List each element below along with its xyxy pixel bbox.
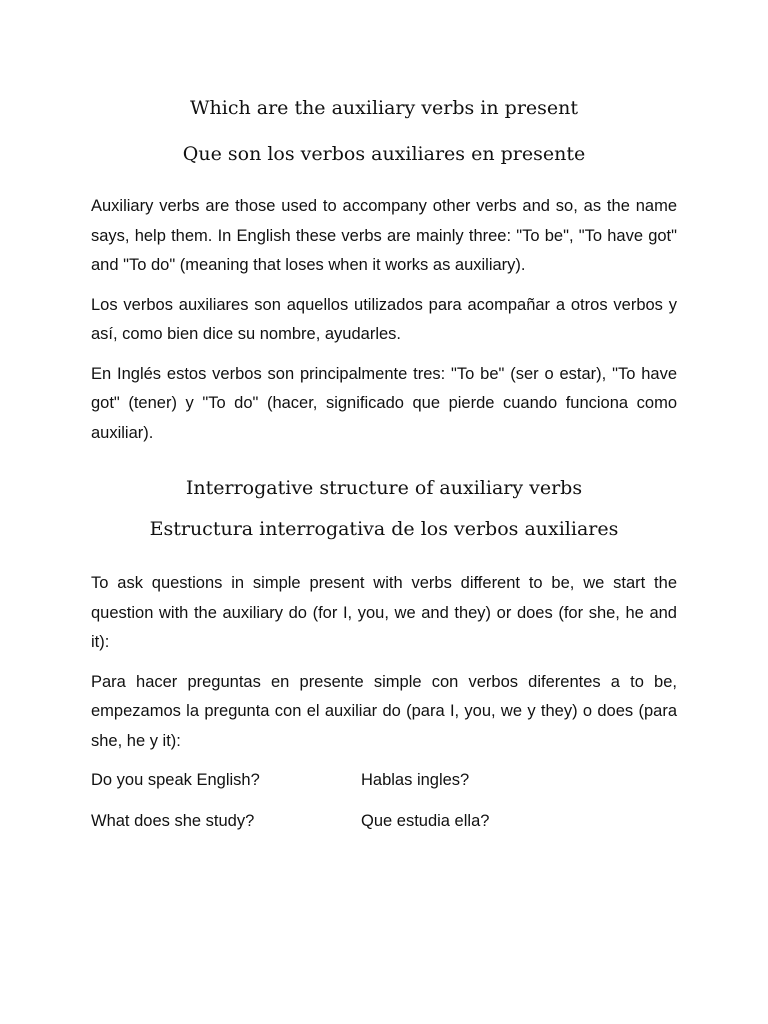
examples-list (91, 766, 677, 836)
section2-title-es: Estructura interrogativa de los verbos auxiliares (149, 518, 619, 540)
document-page (91, 96, 677, 847)
section1-title-es: Que son los verbos auxiliares en presente (182, 143, 586, 165)
section1-title-en: Which are the auxiliary verbs in present (189, 97, 579, 119)
section1-paragraph-en: Auxiliary verbs are those used to accompany other verbs and so, as the name says, help them. In English these verbs are mainly three: "To be", "To have got" and "To do" (meaning that loses when it works as auxiliary). (91, 197, 677, 274)
section2-paragraph-en: To ask questions in simple present with verbs different to be, we start the question with the auxiliary do (for I, you, we and they) or does (for she, he and it): (91, 574, 677, 651)
example-english: Do you speak English? (91, 771, 260, 789)
example-spanish: Que estudia ella? (361, 811, 490, 830)
example-row (91, 766, 677, 796)
section1-paragraph-es: Los verbos auxiliares son aquellos utilizados para acompañar a otros verbos y así, como bien dice su nombre, ayudarles. (91, 295, 677, 343)
section1-paragraph-es-2: En Inglés estos verbos son principalmente tres: "To be" (ser o estar), "To have got" (tener) y "To do" (hacer, significado que pierde cuando funciona como auxiliar). (91, 364, 677, 442)
section2-title-en: Interrogative structure of auxiliary verbs (185, 477, 583, 499)
example-spanish: Hablas ingles? (361, 771, 470, 789)
example-row (91, 807, 677, 837)
example-english: What does she study? (91, 811, 255, 830)
section2-paragraph-es: Para hacer preguntas en presente simple con verbos diferentes a to be, empezamos la pregunta con el auxiliar do (para I, you, we y they) o does (para she, he y it): (91, 672, 677, 750)
